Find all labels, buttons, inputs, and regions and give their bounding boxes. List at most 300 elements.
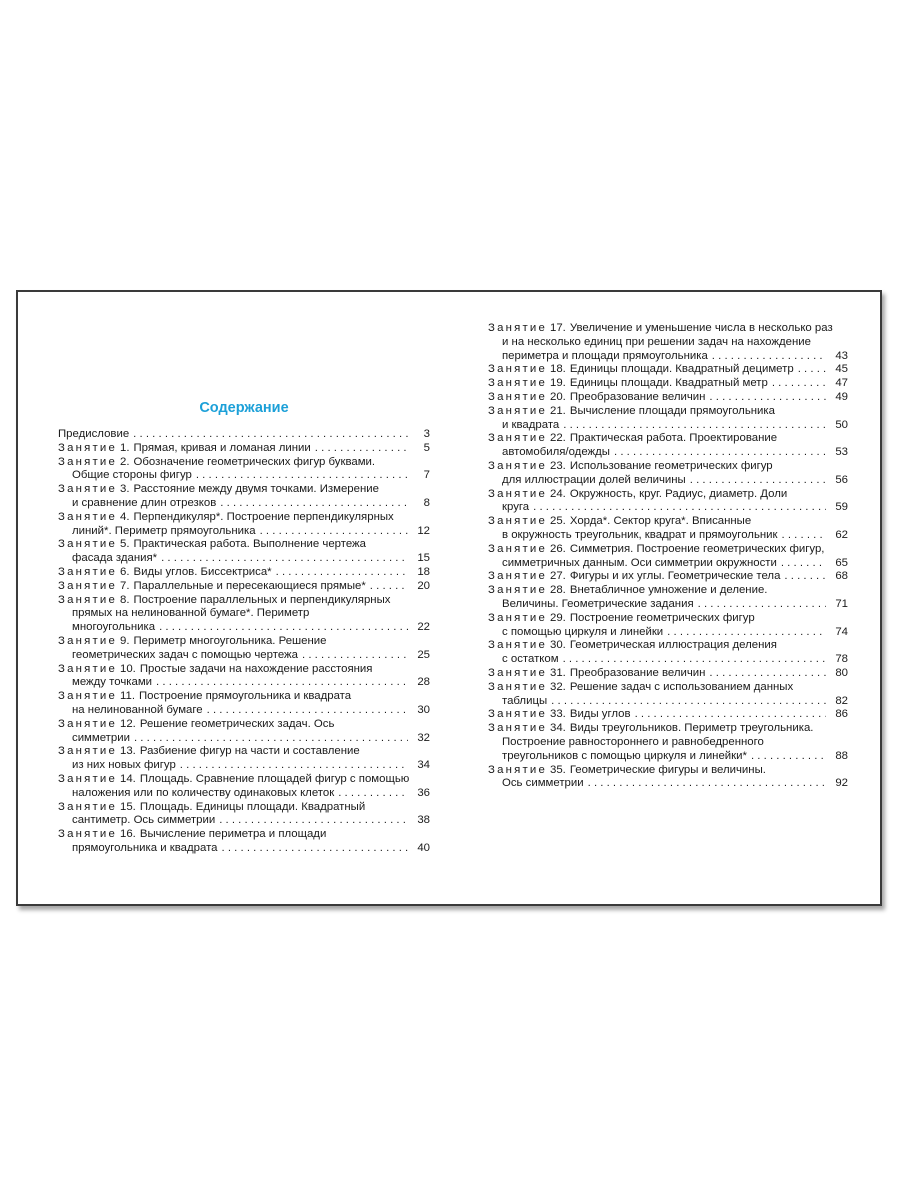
lesson-title: Общие стороны фигур — [72, 469, 192, 482]
toc-entry-line — [58, 842, 430, 856]
lesson-title: на нелинованной бумаге — [72, 703, 203, 716]
page-number: 62 — [835, 528, 848, 541]
toc-entry-line — [58, 497, 430, 511]
lesson-number: 8. — [120, 593, 130, 606]
lesson-number: 12. — [120, 717, 136, 730]
lesson-number: 16. — [120, 828, 136, 841]
toc-entry — [488, 363, 848, 377]
dot-leader — [161, 552, 408, 566]
toc-entry — [488, 667, 848, 681]
page-number: 74 — [835, 625, 848, 638]
lesson-title: Геометрические фигуры и величины. — [569, 763, 766, 776]
toc-entry-line — [58, 552, 430, 566]
lesson-title: и сравнение длин отрезков — [72, 496, 217, 509]
page-number: 45 — [835, 363, 848, 376]
toc-entry-line — [488, 474, 848, 488]
toc-entry — [488, 612, 848, 640]
dot-leader — [781, 557, 826, 571]
toc-entry — [488, 391, 848, 405]
lesson-title: треугольников с помощью циркуля и линейки* — [502, 749, 747, 762]
lesson-title: наложения или по количеству одинаковых клеток — [72, 786, 335, 799]
lesson-title: Практическая работа. Выполнение чертежа — [133, 538, 367, 551]
dot-leader — [563, 653, 826, 667]
dot-leader — [196, 469, 408, 483]
lesson-title: Симметрия. Построение геометрических фигур, — [569, 542, 825, 555]
lesson-label: Занятие — [58, 717, 117, 730]
lesson-title: Периметр многоугольника. Решение — [133, 634, 327, 647]
lesson-label: Занятие — [58, 579, 117, 592]
toc-entry-line — [58, 732, 430, 746]
lesson-number: 1. — [120, 441, 130, 454]
page-number: 5 — [423, 441, 430, 454]
page-number: 18 — [417, 565, 430, 578]
lesson-label: Занятие — [58, 690, 117, 703]
lesson-number: 6. — [120, 565, 130, 578]
lesson-label: Занятие — [488, 763, 547, 776]
lesson-title: для иллюстрации долей величины — [502, 473, 686, 486]
dot-leader — [698, 598, 826, 612]
dot-leader — [302, 649, 408, 663]
lesson-label: Занятие — [58, 800, 117, 813]
toc-entry-line — [488, 336, 848, 350]
toc-entry — [58, 745, 430, 773]
lesson-title: Разбиение фигур на части и составление — [139, 745, 360, 758]
dot-leader — [533, 501, 826, 515]
lesson-label: Занятие — [58, 662, 117, 675]
page-number: 43 — [835, 349, 848, 362]
lesson-number: 24. — [550, 487, 566, 500]
lesson-label: Занятие — [488, 722, 547, 735]
lesson-title: Внетабличное умножение и деление. — [569, 584, 768, 597]
toc-entry-line — [488, 460, 848, 474]
page-number: 56 — [835, 473, 848, 486]
page-number: 3 — [423, 428, 430, 440]
dot-leader — [667, 626, 826, 640]
toc-entry — [58, 718, 430, 746]
lesson-title: и квадрата — [502, 418, 560, 431]
lesson-title: линий*. Периметр прямоугольника — [72, 524, 256, 537]
lesson-number: 18. — [550, 363, 566, 376]
toc-entry — [488, 432, 848, 460]
lesson-title: из них новых фигур — [72, 759, 176, 772]
toc-entry-line — [58, 469, 430, 483]
lesson-title: фасада здания* — [72, 552, 158, 565]
toc-entry-line — [58, 718, 430, 732]
lesson-label: Занятие — [488, 708, 547, 721]
toc-entry-line — [488, 764, 848, 778]
dot-leader — [370, 580, 408, 594]
dot-leader — [551, 695, 826, 709]
toc-entry-line — [488, 653, 848, 667]
toc-entry — [488, 584, 848, 612]
lesson-number: 2. — [120, 455, 130, 468]
lesson-title: Построение геометрических фигур — [569, 611, 755, 624]
lesson-number: 26. — [550, 542, 566, 555]
toc-entry-line — [488, 419, 848, 433]
page-number: 59 — [835, 501, 848, 514]
page-number: 38 — [417, 814, 430, 827]
lesson-title: Практическая работа. Проектирование — [569, 432, 778, 445]
lesson-label: Занятие — [58, 441, 117, 454]
toc-entry — [58, 594, 430, 635]
dot-leader — [635, 708, 826, 722]
page-number: 50 — [835, 418, 848, 431]
page-number: 82 — [835, 694, 848, 707]
lesson-title: Виды углов. Биссектриса* — [133, 565, 272, 578]
toc-entry-line — [488, 557, 848, 571]
lesson-number: 25. — [550, 515, 566, 528]
toc-entry-line — [58, 428, 430, 442]
lesson-title: Построение прямоугольника и квадрата — [139, 690, 352, 703]
lesson-number: 28. — [550, 584, 566, 597]
page-number: 8 — [423, 496, 430, 509]
toc-entry — [58, 663, 430, 691]
page-number: 34 — [417, 759, 430, 772]
lesson-label: Занятие — [58, 634, 117, 647]
lesson-title: Единицы площади. Квадратный метр — [569, 377, 768, 390]
toc-entry-line — [488, 667, 848, 681]
toc-entry — [488, 722, 848, 763]
toc-entry — [488, 543, 848, 571]
lesson-number: 19. — [550, 377, 566, 390]
toc-entry-line — [58, 787, 430, 801]
lesson-label: Занятие — [488, 404, 547, 417]
toc-entry-line — [58, 621, 430, 635]
dot-leader — [588, 777, 826, 791]
toc-entry-line — [488, 322, 848, 336]
toc-entry-line — [488, 722, 848, 736]
lesson-number: 20. — [550, 390, 566, 403]
dot-leader — [751, 750, 826, 764]
toc-entry-line — [488, 695, 848, 709]
lesson-number: 34. — [550, 722, 566, 735]
dot-leader — [156, 676, 408, 690]
toc-entry-line — [58, 801, 430, 815]
page-number: 30 — [417, 703, 430, 716]
dot-leader — [709, 667, 826, 681]
lesson-title: автомобиля/одежды — [502, 446, 610, 459]
lesson-label: Занятие — [58, 538, 117, 551]
toc-entry-line — [58, 594, 430, 608]
lesson-label: Занятие — [58, 455, 117, 468]
toc-entry-line — [58, 525, 430, 539]
toc-entry — [488, 488, 848, 516]
toc-heading: Содержание — [199, 400, 289, 416]
toc-entry — [58, 483, 430, 511]
toc-entry — [488, 681, 848, 709]
lesson-label: Занятие — [488, 584, 547, 597]
toc-entry-line — [488, 377, 848, 391]
toc-entry — [58, 828, 430, 856]
lesson-label: Занятие — [488, 666, 547, 679]
lesson-number: 7. — [120, 579, 130, 592]
lesson-title: Виды треугольников. Периметр треугольника. — [569, 722, 814, 735]
lesson-number: 22. — [550, 432, 566, 445]
toc-entry-line — [58, 538, 430, 552]
dot-leader — [133, 428, 408, 442]
page-number: 92 — [835, 777, 848, 790]
toc-entry-line — [488, 777, 848, 791]
toc-entry-line — [58, 580, 430, 594]
lesson-title: Вычисление периметра и площади — [139, 828, 327, 841]
toc-entry-line — [58, 635, 430, 649]
toc-entry — [488, 460, 848, 488]
page-number: 86 — [835, 708, 848, 721]
toc-entry-line — [58, 676, 430, 690]
lesson-title: Величины. Геометрические задания — [502, 597, 694, 610]
lesson-label: Занятие — [488, 611, 547, 624]
dot-leader — [690, 474, 826, 488]
toc-entry — [488, 639, 848, 667]
dot-leader — [180, 759, 408, 773]
dot-leader — [784, 570, 826, 584]
lesson-title: многоугольника — [72, 621, 156, 634]
toc-entry-line — [488, 750, 848, 764]
toc-entry-line — [488, 708, 848, 722]
lesson-label: Занятие — [58, 745, 117, 758]
lesson-number: 29. — [550, 611, 566, 624]
toc-entry-line — [488, 501, 848, 515]
toc-entry-line — [58, 566, 430, 580]
lesson-number: 11. — [120, 690, 135, 703]
lesson-label: Занятие — [58, 593, 117, 606]
toc-entry-line — [58, 511, 430, 525]
book-spread — [16, 290, 882, 906]
toc-entry-line — [488, 446, 848, 460]
lesson-number: 27. — [550, 570, 566, 583]
lesson-title: с помощью циркуля и линейки — [502, 625, 664, 638]
dot-leader — [219, 814, 408, 828]
toc-entry-line — [58, 483, 430, 497]
lesson-title: Расстояние между двумя точками. Измерение — [133, 483, 379, 496]
toc-entry-line — [58, 442, 430, 456]
toc-entry — [58, 801, 430, 829]
toc-entry-line — [58, 649, 430, 663]
lesson-number: 5. — [120, 538, 130, 551]
dot-leader — [276, 566, 408, 580]
dot-leader — [712, 350, 826, 364]
lesson-number: 4. — [120, 510, 130, 523]
lesson-label: Занятие — [488, 390, 547, 403]
lesson-title: Геометрическая иллюстрация деления — [569, 639, 777, 652]
lesson-title: Преобразование величин — [569, 666, 706, 679]
lesson-label: Занятие — [488, 377, 547, 390]
lesson-label: Занятие — [58, 772, 117, 785]
lesson-title: геометрических задач с помощью чертежа — [72, 648, 298, 661]
toc-entry-line — [488, 529, 848, 543]
lesson-title: в окружность треугольник, квадрат и прямоугольник — [502, 528, 778, 541]
lesson-title: Предисловие — [58, 428, 130, 440]
lesson-number: 14. — [120, 772, 136, 785]
page-number: 25 — [417, 648, 430, 661]
toc-entry-line — [58, 828, 430, 842]
lesson-title: Преобразование величин — [569, 390, 706, 403]
lesson-title: Единицы площади. Квадратный дециметр — [569, 363, 794, 376]
page-number: 28 — [417, 676, 430, 689]
lesson-title: таблицы — [502, 694, 548, 707]
lesson-number: 9. — [120, 634, 130, 647]
toc-entry-line — [58, 773, 430, 787]
toc-entry — [488, 708, 848, 722]
lesson-label: Занятие — [58, 510, 117, 523]
page-number: 80 — [835, 666, 848, 679]
toc-entry — [488, 322, 848, 363]
lesson-title: круга — [502, 501, 530, 514]
page-number: 40 — [417, 841, 430, 854]
lesson-label: Занятие — [488, 459, 547, 472]
toc-entry — [58, 580, 430, 594]
toc-entry — [58, 538, 430, 566]
lesson-number: 35. — [550, 763, 566, 776]
lesson-title: Площадь. Единицы площади. Квадратный — [139, 800, 366, 813]
lesson-title: Вычисление площади прямоугольника — [569, 404, 775, 417]
lesson-number: 17. — [550, 322, 566, 334]
toc-entry — [58, 690, 430, 718]
page-number: 22 — [417, 621, 430, 634]
lesson-title: Простые задачи на нахождение расстояния — [139, 662, 373, 675]
page-number: 78 — [835, 653, 848, 666]
toc-entry-line — [58, 607, 430, 621]
lesson-label: Занятие — [58, 565, 117, 578]
toc-entry-line — [488, 391, 848, 405]
lesson-title: и на несколько единиц при решении задач на нахождение — [502, 335, 811, 348]
page-number: 65 — [835, 556, 848, 569]
dot-leader — [159, 621, 408, 635]
toc-list-right — [488, 322, 848, 791]
toc-entry — [488, 570, 848, 584]
page-number: 32 — [417, 731, 430, 744]
lesson-title: Построение параллельных и перпендикулярных — [133, 593, 391, 606]
page-number: 49 — [835, 390, 848, 403]
toc-entry-line — [488, 626, 848, 640]
toc-list-left — [58, 428, 430, 856]
lesson-label: Занятие — [488, 487, 547, 500]
lesson-label: Занятие — [488, 363, 547, 376]
dot-leader — [207, 704, 408, 718]
toc-entry-line — [488, 612, 848, 626]
toc-entry — [58, 566, 430, 580]
toc-entry-line — [58, 704, 430, 718]
page-number: 36 — [417, 786, 430, 799]
lesson-number: 23. — [550, 459, 566, 472]
page-number: 47 — [835, 377, 848, 390]
toc-entry-line — [488, 584, 848, 598]
lesson-title: между точками — [72, 676, 153, 689]
lesson-number: 32. — [550, 680, 566, 693]
toc-entry-line — [488, 350, 848, 364]
lesson-label: Занятие — [488, 322, 547, 334]
lesson-title: сантиметр. Ось симметрии — [72, 814, 216, 827]
lesson-label: Занятие — [488, 432, 547, 445]
toc-entry — [488, 764, 848, 792]
page-number: 68 — [835, 570, 848, 583]
page-number: 7 — [423, 469, 430, 482]
lesson-label: Занятие — [58, 483, 117, 496]
toc-entry — [58, 428, 430, 442]
lesson-number: 10. — [120, 662, 136, 675]
toc-entry — [58, 773, 430, 801]
lesson-title: прямоугольника и квадрата — [72, 841, 218, 854]
lesson-number: 31. — [550, 666, 566, 679]
toc-entry-line — [58, 745, 430, 759]
lesson-number: 33. — [550, 708, 566, 721]
page-number: 53 — [835, 446, 848, 459]
lesson-number: 15. — [120, 800, 136, 813]
toc-entry-line — [488, 515, 848, 529]
lesson-title: симметрии — [72, 731, 130, 744]
lesson-title: Решение задач с использованием данных — [569, 680, 794, 693]
dot-leader — [782, 529, 826, 543]
dot-leader — [798, 363, 826, 377]
dot-leader — [222, 842, 409, 856]
toc-entry-line — [488, 405, 848, 419]
page-number: 12 — [417, 524, 430, 537]
toc-entry-line — [58, 814, 430, 828]
toc-entry — [58, 635, 430, 663]
dot-leader — [338, 787, 408, 801]
dot-leader — [315, 442, 408, 456]
toc-entry-line — [488, 736, 848, 750]
toc-entry — [58, 511, 430, 539]
dot-leader — [220, 497, 408, 511]
toc-entry-line — [58, 690, 430, 704]
toc-entry-line — [58, 456, 430, 470]
dot-leader — [614, 446, 826, 460]
lesson-label: Занятие — [488, 680, 547, 693]
lesson-title: Окружность, круг. Радиус, диаметр. Доли — [569, 487, 788, 500]
page-number: 20 — [417, 579, 430, 592]
lesson-label: Занятие — [488, 515, 547, 528]
lesson-title: Решение геометрических задач. Ось — [139, 717, 335, 730]
lesson-title: периметра и площади прямоугольника — [502, 349, 708, 362]
lesson-title: Ось симметрии — [502, 777, 584, 790]
lesson-number: 30. — [550, 639, 566, 652]
lesson-title: Хорда*. Сектор круга*. Вписанные — [569, 515, 752, 528]
lesson-title: Обозначение геометрических фигур буквами. — [133, 455, 376, 468]
toc-entry-line — [58, 663, 430, 677]
lesson-label: Занятие — [488, 639, 547, 652]
dot-leader — [772, 377, 826, 391]
dot-leader — [563, 419, 826, 433]
dot-leader — [709, 391, 826, 405]
toc-entry — [488, 377, 848, 391]
toc-entry-line — [488, 639, 848, 653]
toc-entry — [488, 405, 848, 433]
page-number: 71 — [835, 597, 848, 610]
lesson-label: Занятие — [58, 828, 117, 841]
lesson-title: Фигуры и их углы. Геометрические тела — [569, 570, 781, 583]
toc-entry-line — [488, 681, 848, 695]
lesson-title: симметричных данным. Оси симметрии окружности — [502, 556, 777, 569]
lesson-number: 13. — [120, 745, 136, 758]
page-number: 88 — [835, 749, 848, 762]
lesson-label: Занятие — [488, 542, 547, 555]
lesson-title: Увеличение и уменьшение числа в несколько раз — [569, 322, 833, 334]
lesson-title: Виды углов — [569, 708, 631, 721]
lesson-title: Площадь. Сравнение площадей фигур с помощью — [139, 772, 410, 785]
lesson-label: Занятие — [488, 570, 547, 583]
toc-entry-line — [488, 570, 848, 584]
lesson-number: 21. — [550, 404, 566, 417]
dot-leader — [260, 525, 408, 539]
toc-entry — [58, 442, 430, 456]
dot-leader — [134, 732, 408, 746]
toc-entry — [488, 515, 848, 543]
lesson-title: Использование геометрических фигур — [569, 459, 773, 472]
page-number: 15 — [417, 552, 430, 565]
toc-entry — [58, 456, 430, 484]
lesson-title: Перпендикуляр*. Построение перпендикулярных — [133, 510, 394, 523]
